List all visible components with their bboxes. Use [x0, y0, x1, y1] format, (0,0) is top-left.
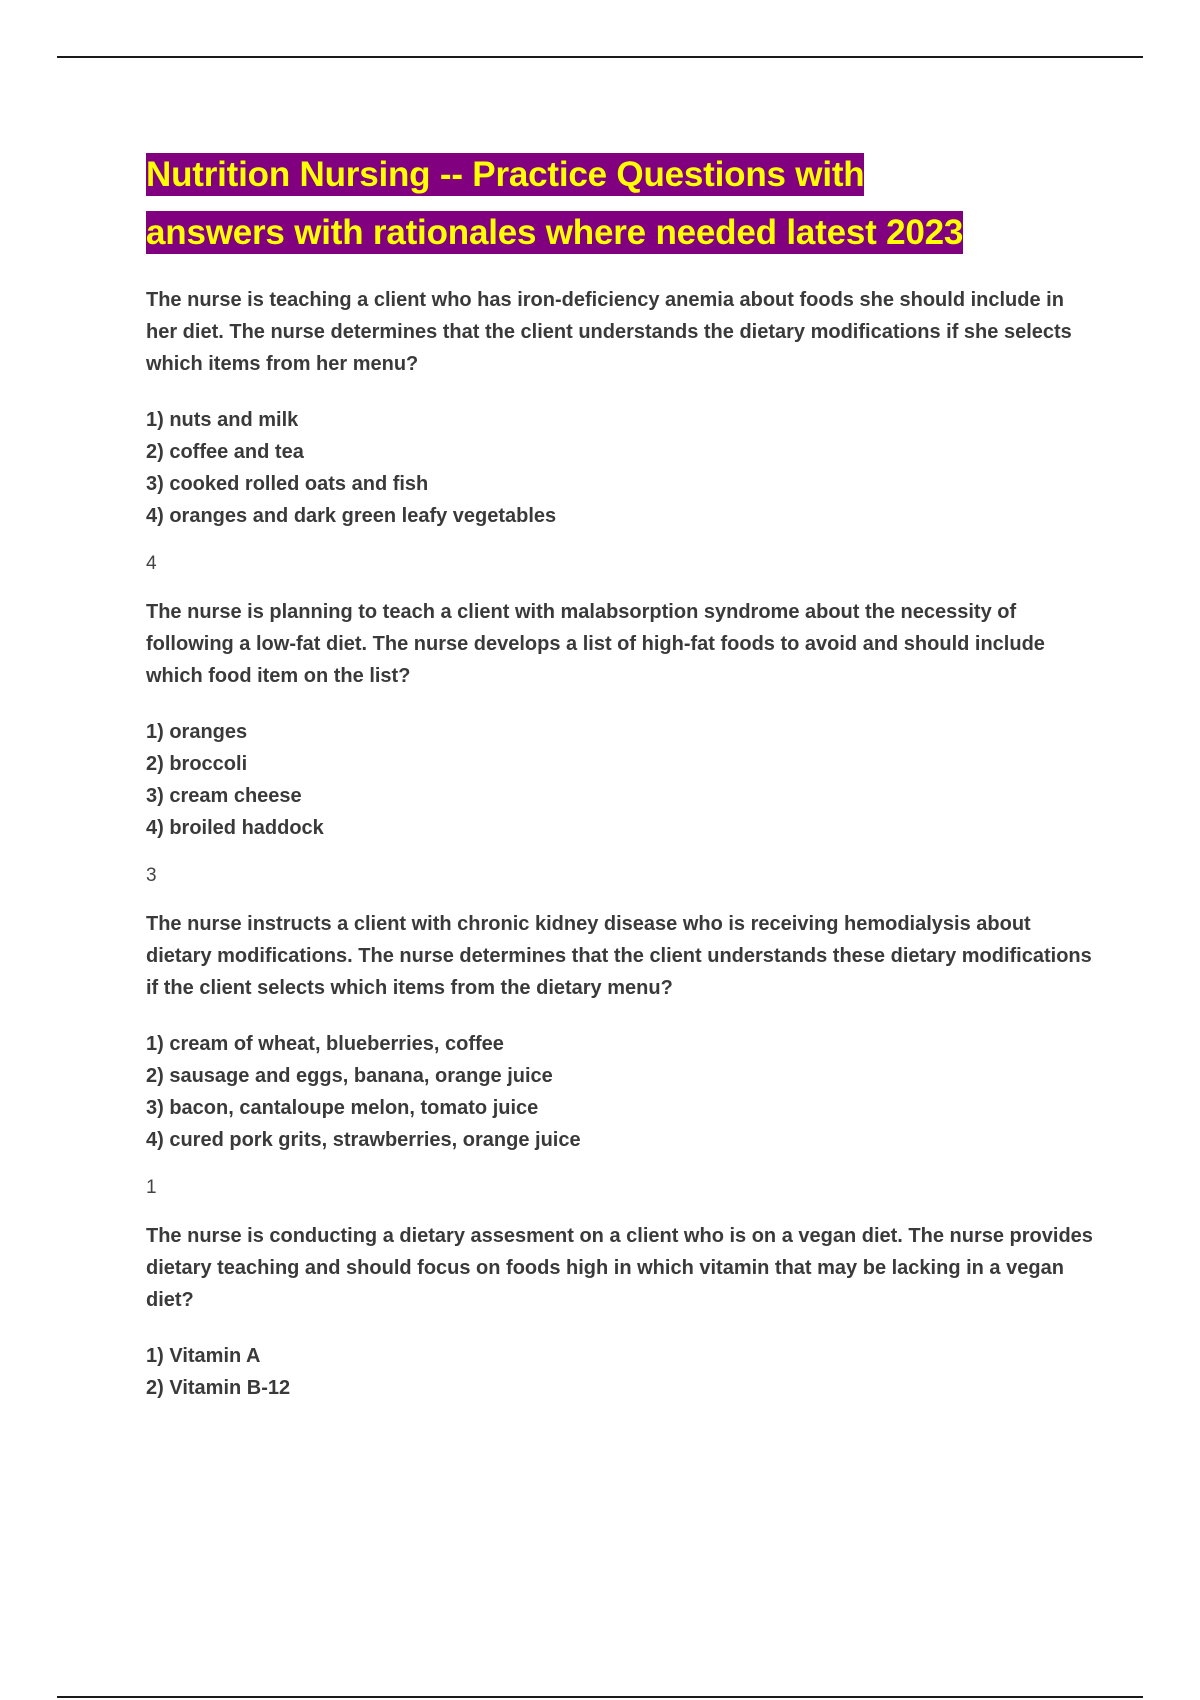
answer-key: 3	[146, 865, 157, 886]
bottom-rule	[57, 1696, 1143, 1698]
option-item: 2) coffee and tea	[146, 441, 304, 463]
option-item: 3) cream cheese	[146, 785, 302, 807]
option-item: 3) bacon, cantaloupe melon, tomato juice	[146, 1097, 539, 1119]
option-list	[146, 1028, 1096, 1156]
question-text: The nurse instructs a client with chronic kidney disease who is receiving hemodialysis about dietary modifications. The nurse determines that the client understands these dietary modifications if the client selects which items from the dietary menu?	[146, 913, 1092, 999]
option-list	[146, 1340, 1096, 1404]
option-item: 1) Vitamin A	[146, 1345, 261, 1367]
option-item: 1) oranges	[146, 721, 248, 743]
title-line-1: Nutrition Nursing -- Practice Questions with	[146, 155, 865, 194]
question-2	[146, 596, 1096, 892]
question-text: The nurse is planning to teach a client with malabsorption syndrome about the necessity of following a low-fat diet. The nurse develops a list of high-fat foods to avoid and should include which food item on the list?	[146, 601, 1045, 687]
question-text: The nurse is teaching a client who has iron-deficiency anemia about foods she should include in her diet. The nurse determines that the client understands the dietary modifications if she selects which items from her menu?	[146, 289, 1072, 375]
question-text: The nurse is conducting a dietary assesment on a client who is on a vegan diet. The nurse provides dietary teaching and should focus on foods high in which vitamin that may be lacking in a vegan diet?	[146, 1225, 1093, 1311]
answer-key: 1	[146, 1177, 157, 1198]
option-item: 1) cream of wheat, blueberries, coffee	[146, 1033, 504, 1055]
option-item: 2) sausage and eggs, banana, orange juice	[146, 1065, 553, 1087]
option-item: 2) broccoli	[146, 753, 248, 775]
option-item: 4) oranges and dark green leafy vegetables	[146, 505, 557, 527]
option-item: 2) Vitamin B-12	[146, 1377, 291, 1399]
question-3	[146, 908, 1096, 1204]
option-list	[146, 716, 1096, 844]
answer-key: 4	[146, 553, 157, 574]
option-item: 1) nuts and milk	[146, 409, 299, 431]
option-list	[146, 404, 1096, 532]
option-item: 3) cooked rolled oats and fish	[146, 473, 429, 495]
question-4	[146, 1220, 1096, 1404]
top-rule	[57, 56, 1143, 58]
document-body	[146, 146, 1096, 1404]
question-1	[146, 284, 1096, 580]
option-item: 4) broiled haddock	[146, 817, 324, 839]
title-line-2: answers with rationales where needed latest 2023	[146, 213, 964, 252]
option-item: 4) cured pork grits, strawberries, orange juice	[146, 1129, 581, 1151]
document-title	[146, 146, 1096, 262]
